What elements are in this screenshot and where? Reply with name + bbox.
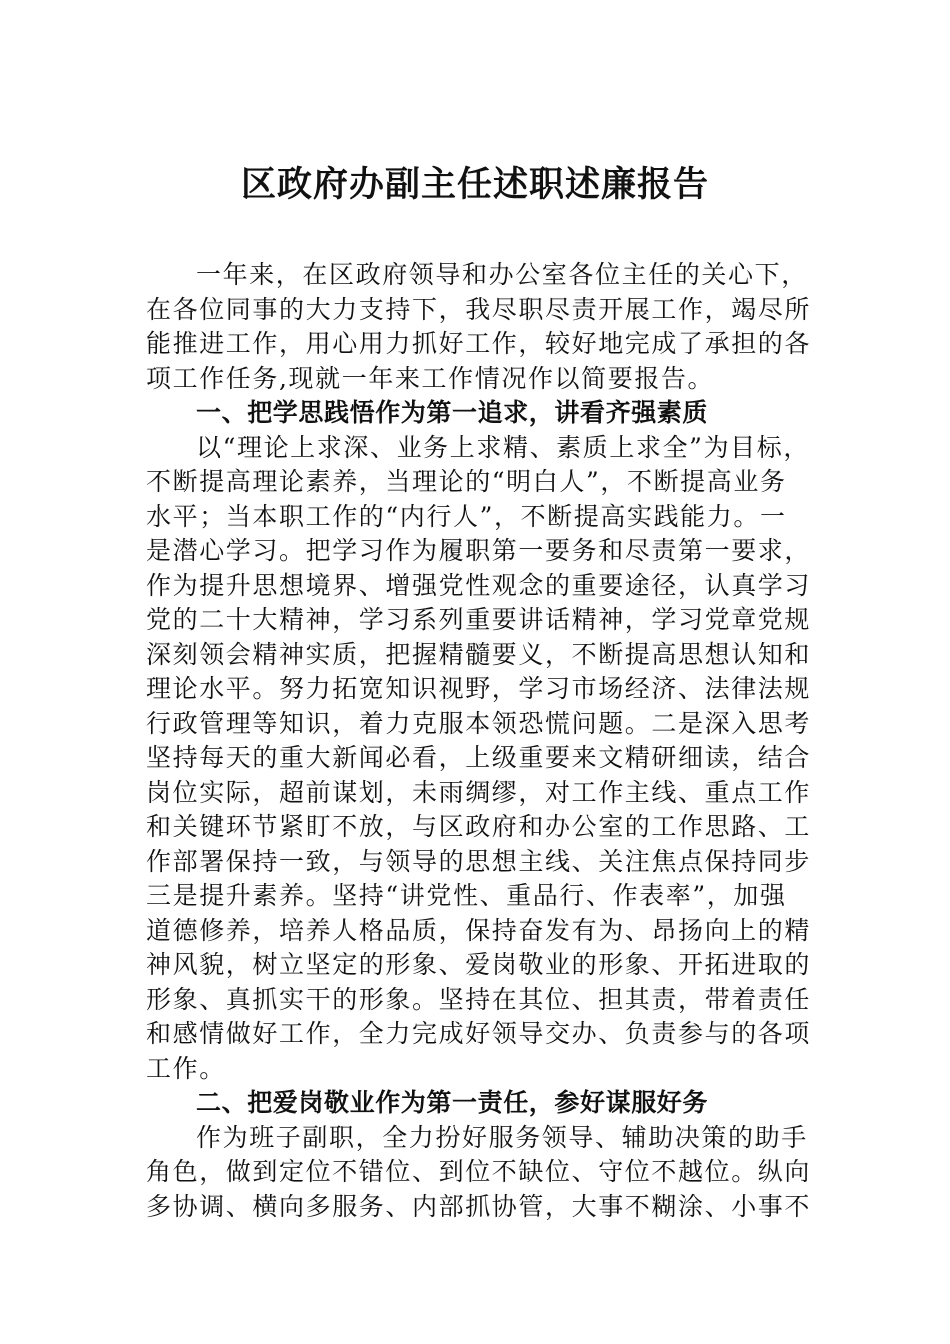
paragraph-line: 行政管理等知识，着力克服本领恐慌问题。二是深入思考 xyxy=(146,708,812,738)
paragraph-line: 深刻领会精神实质，把握精髓要义，不断提高思想认知和 xyxy=(146,639,812,669)
paragraph-line: 角色，做到定位不错位、到位不缺位、守位不越位。纵向 xyxy=(146,1157,812,1186)
paragraph-line: 理论水平。努力拓宽知识视野，学习市场经济、法律法规 xyxy=(146,674,812,703)
paragraph-line: 以“理论上求深、业务上求精、素质上求全”为目标， xyxy=(196,432,810,462)
paragraph-line: 形象、真抓实干的形象。坚持在其位、担其责，带着责任 xyxy=(146,984,812,1014)
paragraph-line: 作为班子副职，全力扮好服务领导、辅助决策的助手 xyxy=(196,1122,808,1152)
paragraph-line: 岗位实际，超前谋划，未雨绸缪，对工作主线、重点工作 xyxy=(146,777,812,807)
paragraph-line: 一年来，在区政府领导和办公室各位主任的关心下， xyxy=(196,260,808,289)
paragraph-line: 项工作任务,现就一年来工作情况作以简要报告。 xyxy=(146,363,715,393)
paragraph-line: 是潜心学习。把学习作为履职第一要务和尽责第一要求， xyxy=(146,536,812,565)
paragraph-line: 能推进工作，用心用力抓好工作，较好地完成了承担的各 xyxy=(146,329,812,358)
paragraph-line: 多协调、横向多服务、内部抓协管，大事不糊涂、小事不 xyxy=(146,1191,812,1221)
paragraph-line: 水平；当本职工作的“内行人”，不断提高实践能力。一 xyxy=(146,501,787,531)
paragraph-line: 不断提高理论素养，当理论的“明白人”，不断提高业务 xyxy=(146,467,787,496)
paragraph-line: 作为提升思想境界、增强党性观念的重要途径，认真学习 xyxy=(146,570,812,600)
paragraph-line: 作部署保持一致，与领导的思想主线、关注焦点保持同步 xyxy=(146,846,812,876)
document-body xyxy=(146,258,812,1224)
paragraph-line: 工作。 xyxy=(146,1053,226,1083)
document-title: 区政府办副主任述职述廉报告 xyxy=(240,164,709,205)
paragraph-line: 和感情做好工作，全力完成好领导交办、负责参与的各项 xyxy=(146,1019,812,1048)
paragraph-line: 党的二十大精神，学习系列重要讲话精神，学习党章党规 xyxy=(146,605,812,634)
paragraph-line: 坚持每天的重大新闻必看，上级重要来文精研细读，结合 xyxy=(146,743,812,772)
paragraph-line: 神风貌，树立坚定的形象、爱岗敬业的形象、开拓进取的 xyxy=(146,950,812,979)
paragraph-line: 三是提升素养。坚持“讲党性、重品行、作表率”，加强 xyxy=(146,881,787,910)
paragraph-line: 道德修养，培养人格品质，保持奋发有为、昂扬向上的精 xyxy=(146,915,812,945)
section-heading: 一、把学思践悟作为第一追求，讲看齐强素质 xyxy=(196,398,709,427)
section-heading: 二、把爱岗敬业作为第一责任，参好谋服好务 xyxy=(196,1088,709,1117)
paragraph-line: 和关键环节紧盯不放，与区政府和办公室的工作思路、工 xyxy=(146,812,812,841)
paragraph-line: 在各位同事的大力支持下，我尽职尽责开展工作，竭尽所 xyxy=(146,294,812,324)
